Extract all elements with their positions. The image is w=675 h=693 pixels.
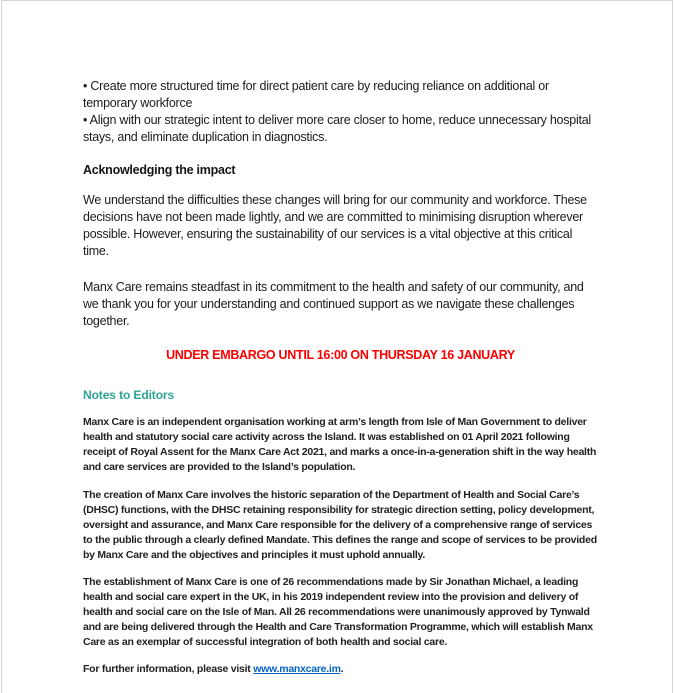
manxcare-website-link[interactable]: www.manxcare.im xyxy=(253,663,341,675)
bullet-item: • Create more structured time for direct patient care by reducing reliance on additional or temporary workforce xyxy=(83,79,549,110)
footer-text: For further information, please visit xyxy=(83,663,254,675)
paragraph: Manx Care remains steadfast in its commitment to the health and safety of our community, and we thank you for your understanding and continued support as we navigate these challenges together. xyxy=(83,280,584,328)
bullet-item: • Align with our strategic intent to deliver more care closer to home, reduce unnecessary hospital stays, and eliminate duplication in diagnostics. xyxy=(83,113,591,144)
footer-line xyxy=(83,662,598,677)
section-heading-acknowledging-impact: Acknowledging the impact xyxy=(83,163,236,177)
notes-paragraph: The establishment of Manx Care is one of 26 recommendations made by Sir Jonathan Michael, a leading health and social care expert in the UK, in his 2019 independent review into the provision and delivery of health and social care on the Isle of Man. All 26 recommendations were unanimously approved by Tynwald and are being delivered through the Health and Care Transformation Programme, which will establish Manx Care as an exemplar of successful integration of both health and social care. xyxy=(83,576,593,648)
embargo-notice: UNDER EMBARGO UNTIL 16:00 ON THURSDAY 16 JANUARY xyxy=(166,348,515,362)
footer-period: . xyxy=(340,663,344,675)
document-content xyxy=(2,1,672,677)
section-heading-notes-to-editors: Notes to Editors xyxy=(83,388,175,402)
notes-paragraph: Manx Care is an independent organisation working at arm’s length from Isle of Man Government to deliver health and statutory social care activity across the Island. It was established on 01 April 2021 following receipt of Royal Assent for the Manx Care Act 2021, and marks a once-in-a-generation shift in the way health and care services are provided to the Island’s population. xyxy=(83,416,597,473)
paragraph: We understand the difficulties these changes will bring for our community and workforce. These decisions have not been made lightly, and we are committed to minimising disruption wherever possible. However, ensuring the sustainability of our services is a vital objective at this critical time. xyxy=(83,193,587,258)
document-page xyxy=(1,0,673,693)
notes-paragraph: The creation of Manx Care involves the historic separation of the Department of Health and Social Care’s (DHSC) functions, with the DHSC retaining responsibility for strategic direction setting, policy development, oversight and assurance, and Manx Care responsible for the delivery of a comprehensive range of services to the public through a clearly defined Mandate. This defines the range and scope of services to be provided by Manx Care and the objectives and principles it must uphold annually. xyxy=(83,489,597,561)
